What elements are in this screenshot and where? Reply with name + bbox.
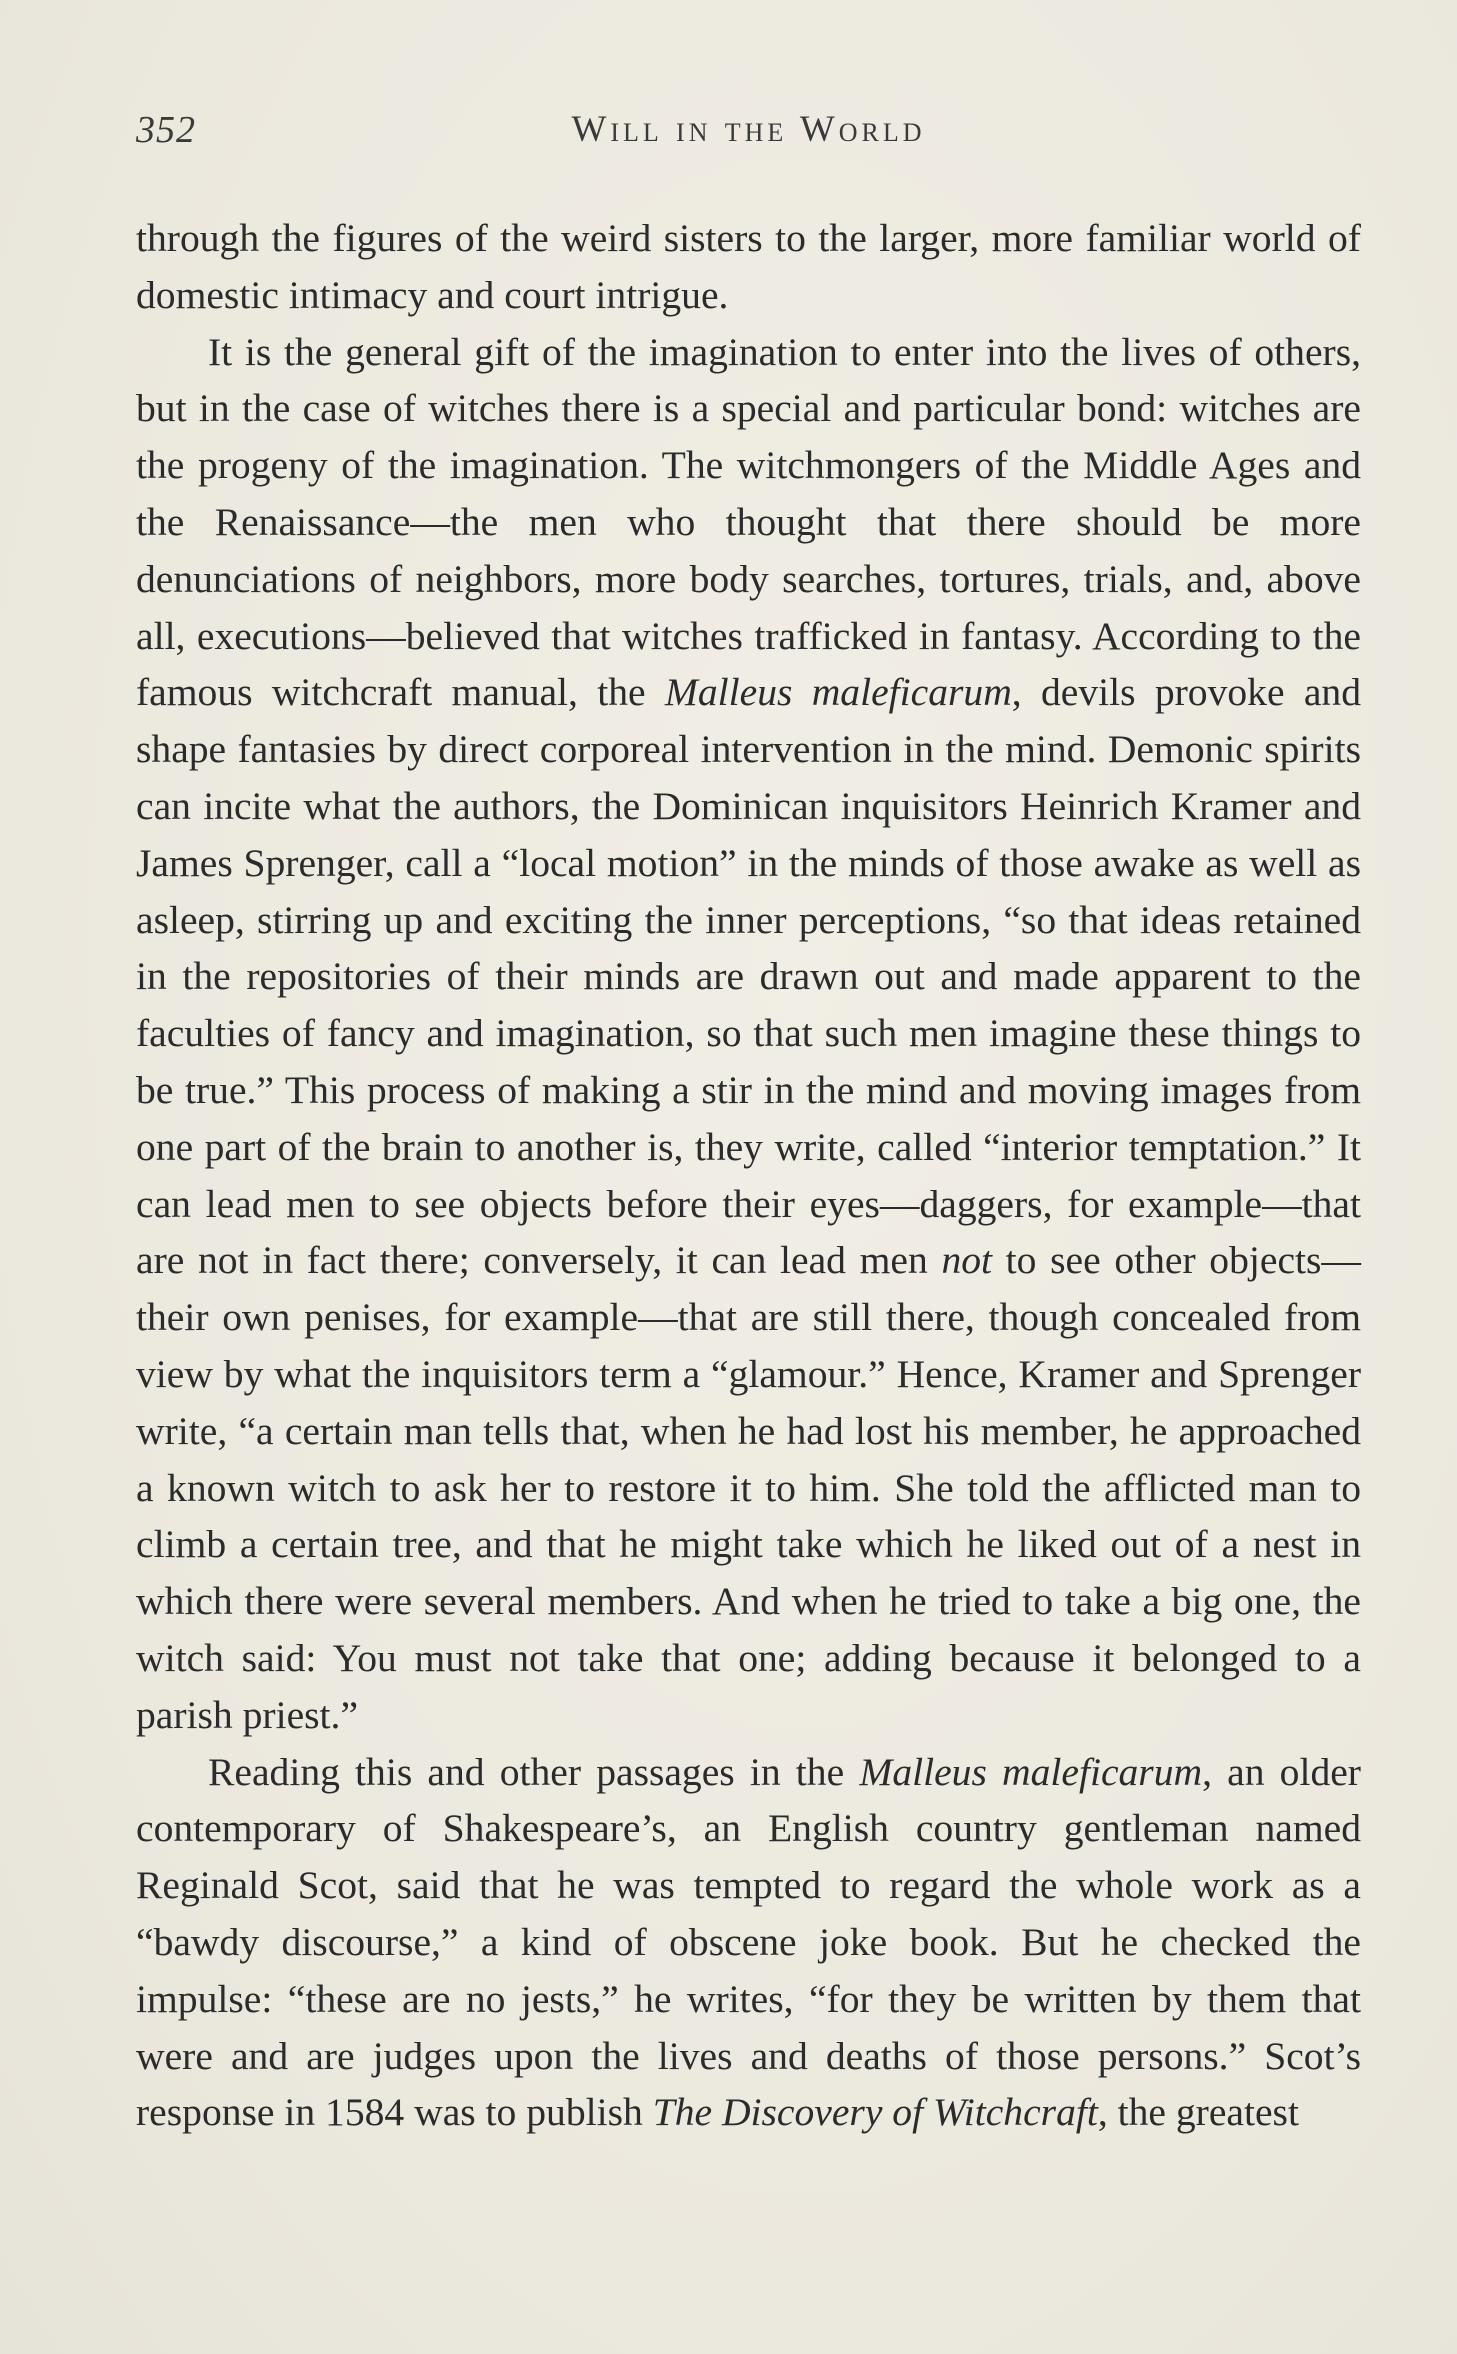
italic-text: Malleus maleficarum xyxy=(859,1749,1203,1794)
italic-text: not xyxy=(941,1238,993,1283)
italic-text: The Discovery of Witchcraft xyxy=(652,2090,1098,2135)
paragraph xyxy=(136,1744,1361,2142)
body-text xyxy=(136,210,1361,2141)
running-head xyxy=(136,108,1361,158)
book-title: Will in the World xyxy=(571,109,926,150)
italic-text: Malleus maleficarum xyxy=(664,670,1012,715)
text-run: , the greatest xyxy=(1097,2090,1299,2135)
text-run: through the figures of the weird sisters to the larger, more familiar world of domestic intimacy and court intrigue. xyxy=(136,216,1361,317)
text-run: It is the general gift of the imagination to enter into the lives of others, but in the case of witches there is a special and particular bond: witches are the progeny of the imagination. The witchmongers of the Middle Ages and the Renaissance—the men who thought that there should be more denunciations of neighbors, more body searches, tortures, trials, and, above all, executions—believed that witches trafficked in fantasy. According to the famous witchcraft manual, the xyxy=(136,329,1361,715)
text-run: to see other objects—their own penises, for example—that are still there, though concealed from view by what the inquisitors term a “glamour.” Hence, Kramer and Sprenger write, “a certain man tells that, when he had lost his member, he approached a known witch to ask her to restore it to him. She told the afflicted man to climb a certain tree, and that he might take which he liked out of a nest in which there were several members. And when he tried to take a big one, the witch said: You must not take that one; adding because it belonged to a parish priest.” xyxy=(136,1238,1361,1737)
paragraph xyxy=(136,210,1361,324)
text-run: , an older contemporary of Shakespeare’s, an English country gentleman named Reginald Scot, said that he was tempted to regard the whole work as a “bawdy discourse,” a kind of obscene joke book. But he checked the impulse: “these are no jests,” he writes, “for they be written by them that were and are judges upon the lives and deaths of those persons.” Scot’s response in 1584 was to publish xyxy=(136,1749,1361,2135)
paragraph xyxy=(136,324,1361,1744)
text-run: , devils provoke and shape fantasies by direct corporeal intervention in the mind. Demonic spirits can incite what the authors, the Dominican inquisitors Heinrich Kramer and James Sprenger, call a “local motion” in the minds of those awake as well as asleep, stirring up and exciting the inner perceptions, “so that ideas retained in the repositories of their minds are drawn out and made apparent to the faculties of fancy and imagination, so that such men imagine these things to be true.” This process of making a stir in the mind and moving images from one part of the brain to another is, they write, called “interior temptation.” It can lead men to see objects before their eyes—daggers, for example—that are not in fact there; conversely, it can lead men xyxy=(136,670,1361,1283)
text-run: Reading this and other passages in the xyxy=(208,1749,860,1794)
page-number: 352 xyxy=(136,109,196,151)
